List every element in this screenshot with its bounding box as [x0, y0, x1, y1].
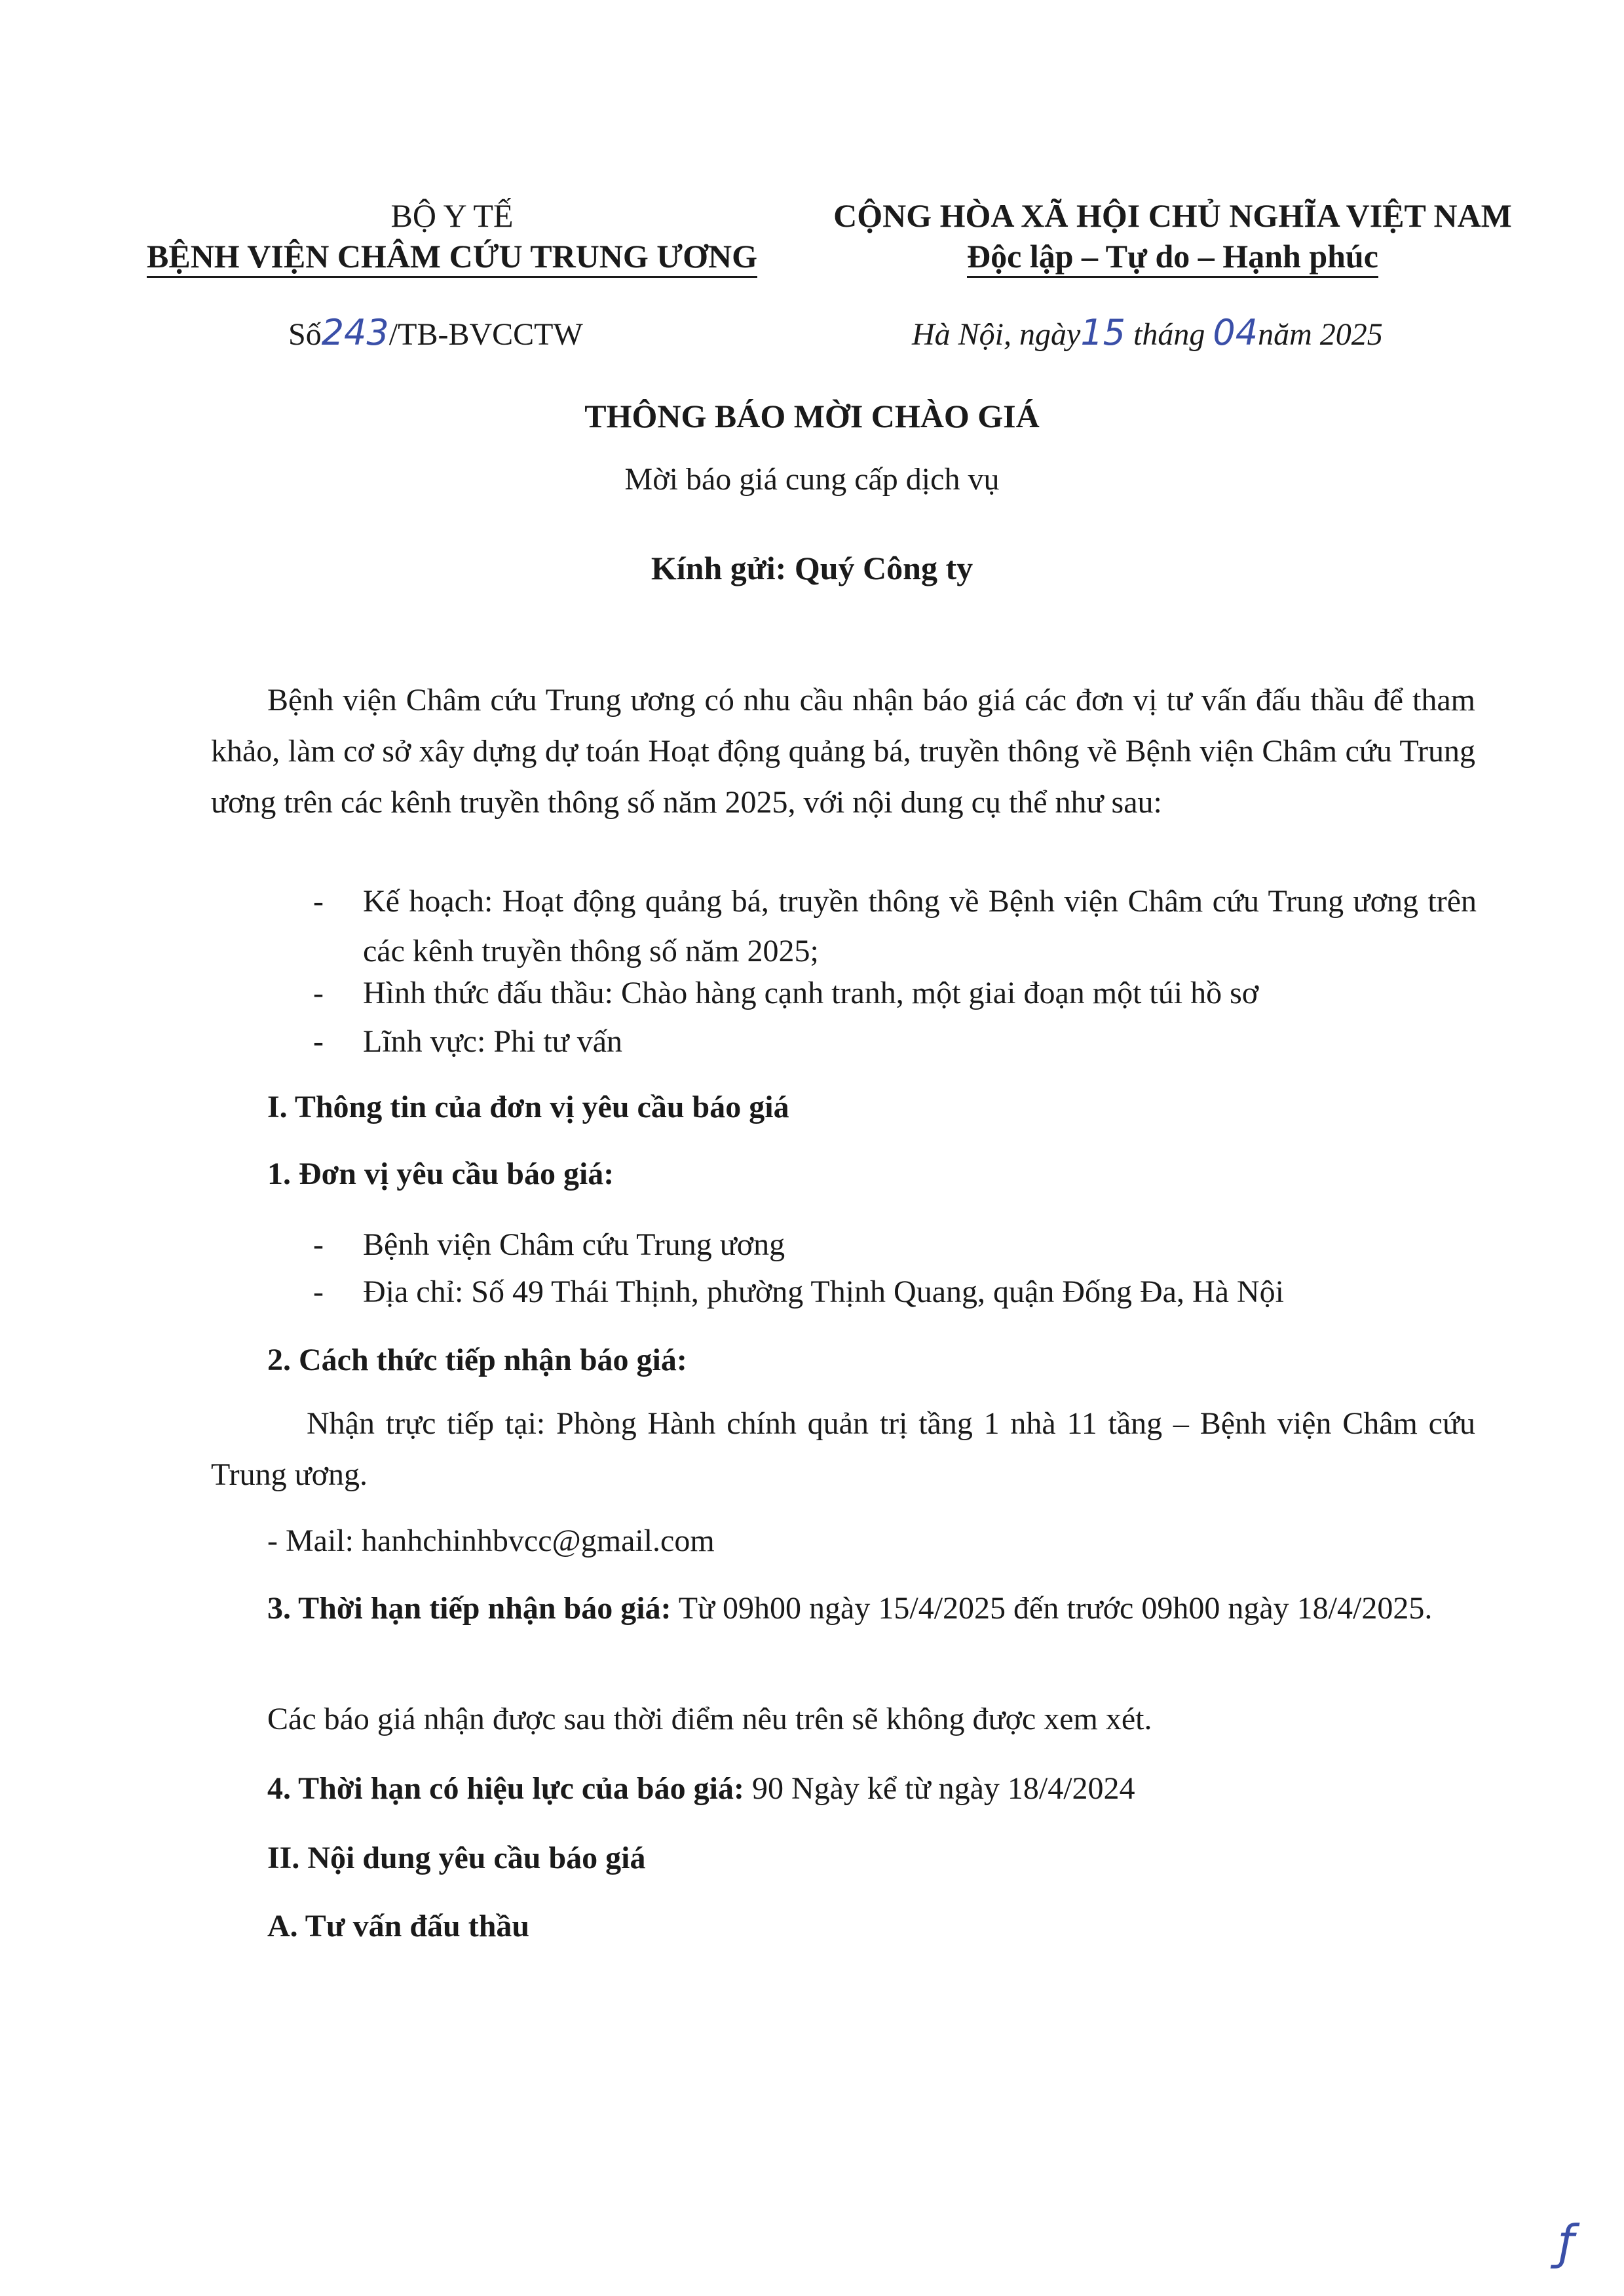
- document-title: THÔNG BÁO MỜI CHÀO GIÁ: [584, 398, 1040, 434]
- month-label: tháng: [1133, 317, 1205, 352]
- mail-line: - Mail: hanhchinhbvcc@gmail.com: [267, 1523, 715, 1558]
- country-name: CỘNG HÒA XÃ HỘI CHỦ NGHĨA VIỆT NAM: [833, 197, 1512, 234]
- section-2-sub-a: A. Tư vấn đấu thầu: [267, 1909, 530, 1943]
- addressee: Kính gửi: Quý Công ty: [651, 550, 973, 586]
- item-2-heading: 2. Cách thức tiếp nhận báo giá:: [267, 1343, 687, 1377]
- motto-text: Độc lập – Tự do – Hạnh phúc: [967, 238, 1378, 278]
- hospital-name: [92, 236, 812, 277]
- section-2-heading: II. Nội dung yêu cầu báo giá: [267, 1841, 646, 1875]
- bullet-unit-name: - Bệnh viện Châm cứu Trung ương: [313, 1220, 1479, 1270]
- place-date-prefix: Hà Nội, ngày: [912, 317, 1081, 352]
- item-4-text: 90 Ngày kể từ ngày 18/4/2024: [744, 1771, 1135, 1806]
- item-3-text: Từ 09h00 ngày 15/4/2025 đến trước 09h00 ngày 18/4/2025.: [671, 1591, 1433, 1626]
- bullet-address: - Địa chỉ: Số 49 Thái Thịnh, phường Thịnh Quang, quận Đống Đa, Hà Nội: [313, 1267, 1479, 1317]
- bullet-bidding-form: - Hình thức đấu thầu: Chào hàng cạnh tranh, một giai đoạn một túi hồ sơ: [313, 968, 1479, 1018]
- receiving-method-text: Nhận trực tiếp tại: Phòng Hành chính quản trị tầng 1 nhà 11 tầng – Bệnh viện Châm cứu Trung ương.: [211, 1406, 1475, 1492]
- bullet-text: Bệnh viện Châm cứu Trung ương: [363, 1227, 785, 1262]
- right-header: [786, 195, 1559, 277]
- number-suffix: /TB-BVCCTW: [388, 317, 583, 352]
- item-4-line: [267, 1769, 1135, 1808]
- bullet-text: Địa chỉ: Số 49 Thái Thịnh, phường Thịnh Quang, quận Đống Đa, Hà Nội: [363, 1274, 1284, 1309]
- bullet-plan: - Kế hoạch: Hoạt động quảng bá, truyền thông về Bệnh viện Châm cứu Trung ương trên các kênh truyền thông số năm 2025;: [313, 877, 1479, 982]
- place-date: [912, 313, 1383, 354]
- year-label: năm 2025: [1258, 317, 1383, 352]
- section-1-heading: I. Thông tin của đơn vị yêu cầu báo giá: [267, 1090, 789, 1124]
- intro-paragraph: Bệnh viện Châm cứu Trung ương có nhu cầu nhận báo giá các đơn vị tư vấn đấu thầu để tham khảo, làm cơ sở xây dựng dự toán Hoạt động quảng bá, truyền thông về Bệnh viện Châm cứu Trung ương trên các kênh truyền thông số năm 2025, với nội dung cụ thể như sau:: [211, 683, 1475, 820]
- item-3-paragraph: [211, 1583, 1475, 1634]
- bullet-text: Hình thức đấu thầu: Chào hàng cạnh tranh, một giai đoạn một túi hồ sơ: [363, 976, 1259, 1010]
- day-handwritten: 15: [1080, 312, 1126, 353]
- document-number: [288, 313, 583, 354]
- document-subtitle: Mời báo giá cung cấp dịch vụ: [624, 462, 1000, 497]
- bullet-field: - Lĩnh vực: Phi tư vấn: [313, 1017, 1479, 1067]
- number-handwritten: 243: [321, 312, 389, 353]
- number-prefix: Số: [288, 317, 322, 352]
- month-handwritten: 04: [1213, 312, 1258, 353]
- item-4-heading: 4. Thời hạn có hiệu lực của báo giá:: [267, 1771, 744, 1806]
- left-header: [92, 195, 812, 277]
- handwritten-initial: ƒ: [1558, 2215, 1575, 2270]
- bullet-text: Kế hoạch: Hoạt động quảng bá, truyền thông về Bệnh viện Châm cứu Trung ương trên các kênh truyền thông số năm 2025;: [363, 884, 1477, 968]
- item-3-heading: 3. Thời hạn tiếp nhận báo giá:: [267, 1591, 671, 1626]
- hospital-name-text: BỆNH VIỆN CHÂM CỨU TRUNG ƯƠNG: [147, 238, 757, 278]
- ministry-name: BỘ Y TẾ: [390, 197, 514, 234]
- item-3-note: Các báo giá nhận được sau thời điểm nêu trên sẽ không được xem xét.: [267, 1702, 1152, 1736]
- bullet-text: Lĩnh vực: Phi tư vấn: [363, 1024, 622, 1059]
- motto: [786, 236, 1559, 277]
- item-1-heading: 1. Đơn vị yêu cầu báo giá:: [267, 1157, 614, 1191]
